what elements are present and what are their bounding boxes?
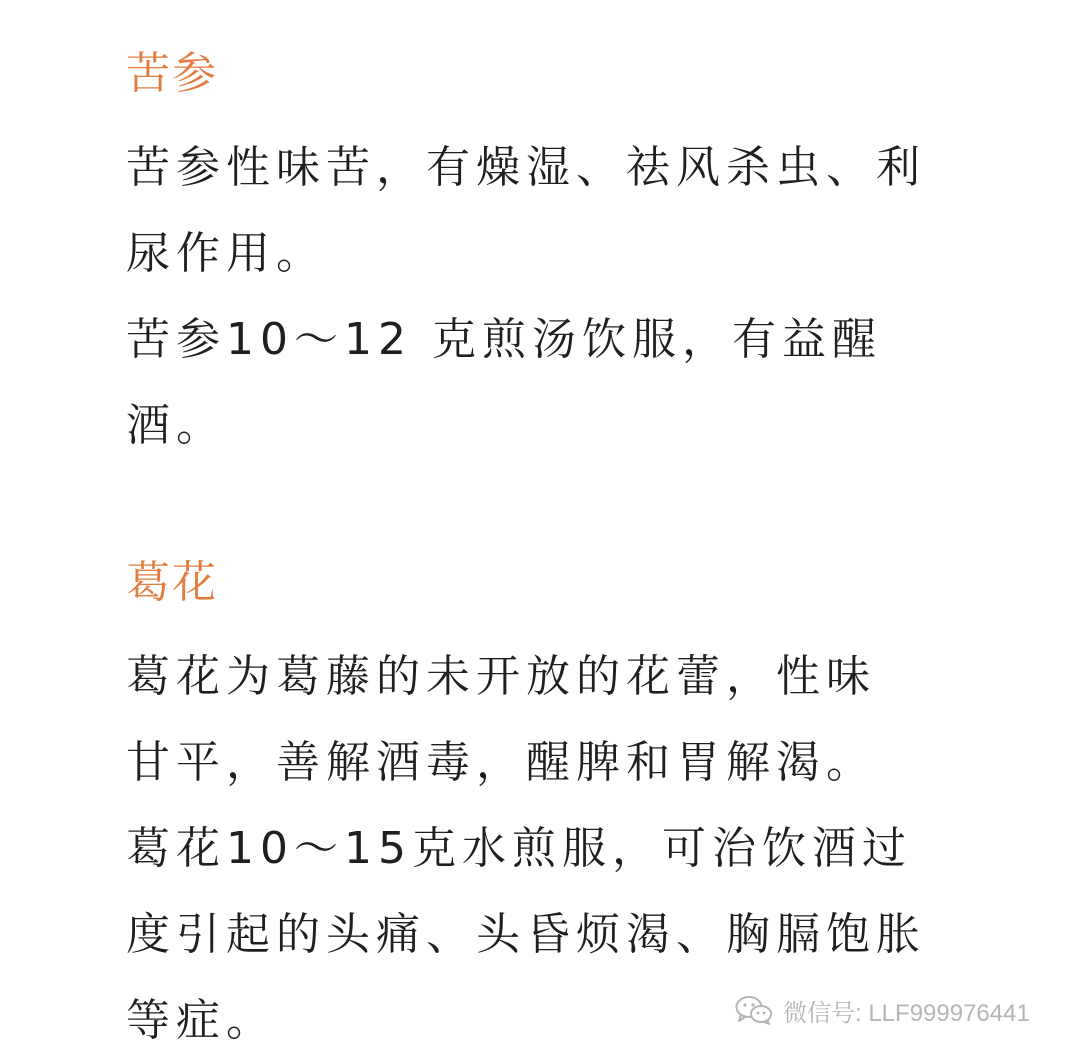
wechat-watermark — [735, 992, 1030, 1028]
section-paragraph — [126, 125, 966, 469]
paragraph-line: 尿作用。 — [126, 228, 326, 279]
wechat-id-text: 微信号: LLF999976441 — [783, 999, 1030, 1027]
section-kushen — [126, 44, 966, 469]
paragraph-line: 葛花10～15克水煎服，可治饮酒过 — [126, 823, 912, 874]
paragraph-line: 等症。 — [126, 995, 276, 1046]
paragraph-line: 度引起的头痛、头昏烦渴、胸膈饱胀 — [126, 909, 926, 960]
paragraph-line: 苦参性味苦，有燥湿、祛风杀虫、利 — [126, 142, 926, 193]
section-gehua — [126, 553, 966, 1064]
section-heading: 苦参 — [126, 48, 218, 99]
section-heading: 葛花 — [126, 557, 218, 608]
wechat-icon — [735, 995, 773, 1025]
paragraph-line: 甘平，善解酒毒，醒脾和胃解渴。 — [126, 737, 876, 788]
paragraph-line: 酒。 — [126, 400, 226, 451]
paragraph-line: 苦参10～12 克煎汤饮服，有益醒 — [126, 314, 882, 365]
paragraph-line: 葛花为葛藤的未开放的花蕾，性味 — [126, 651, 876, 702]
